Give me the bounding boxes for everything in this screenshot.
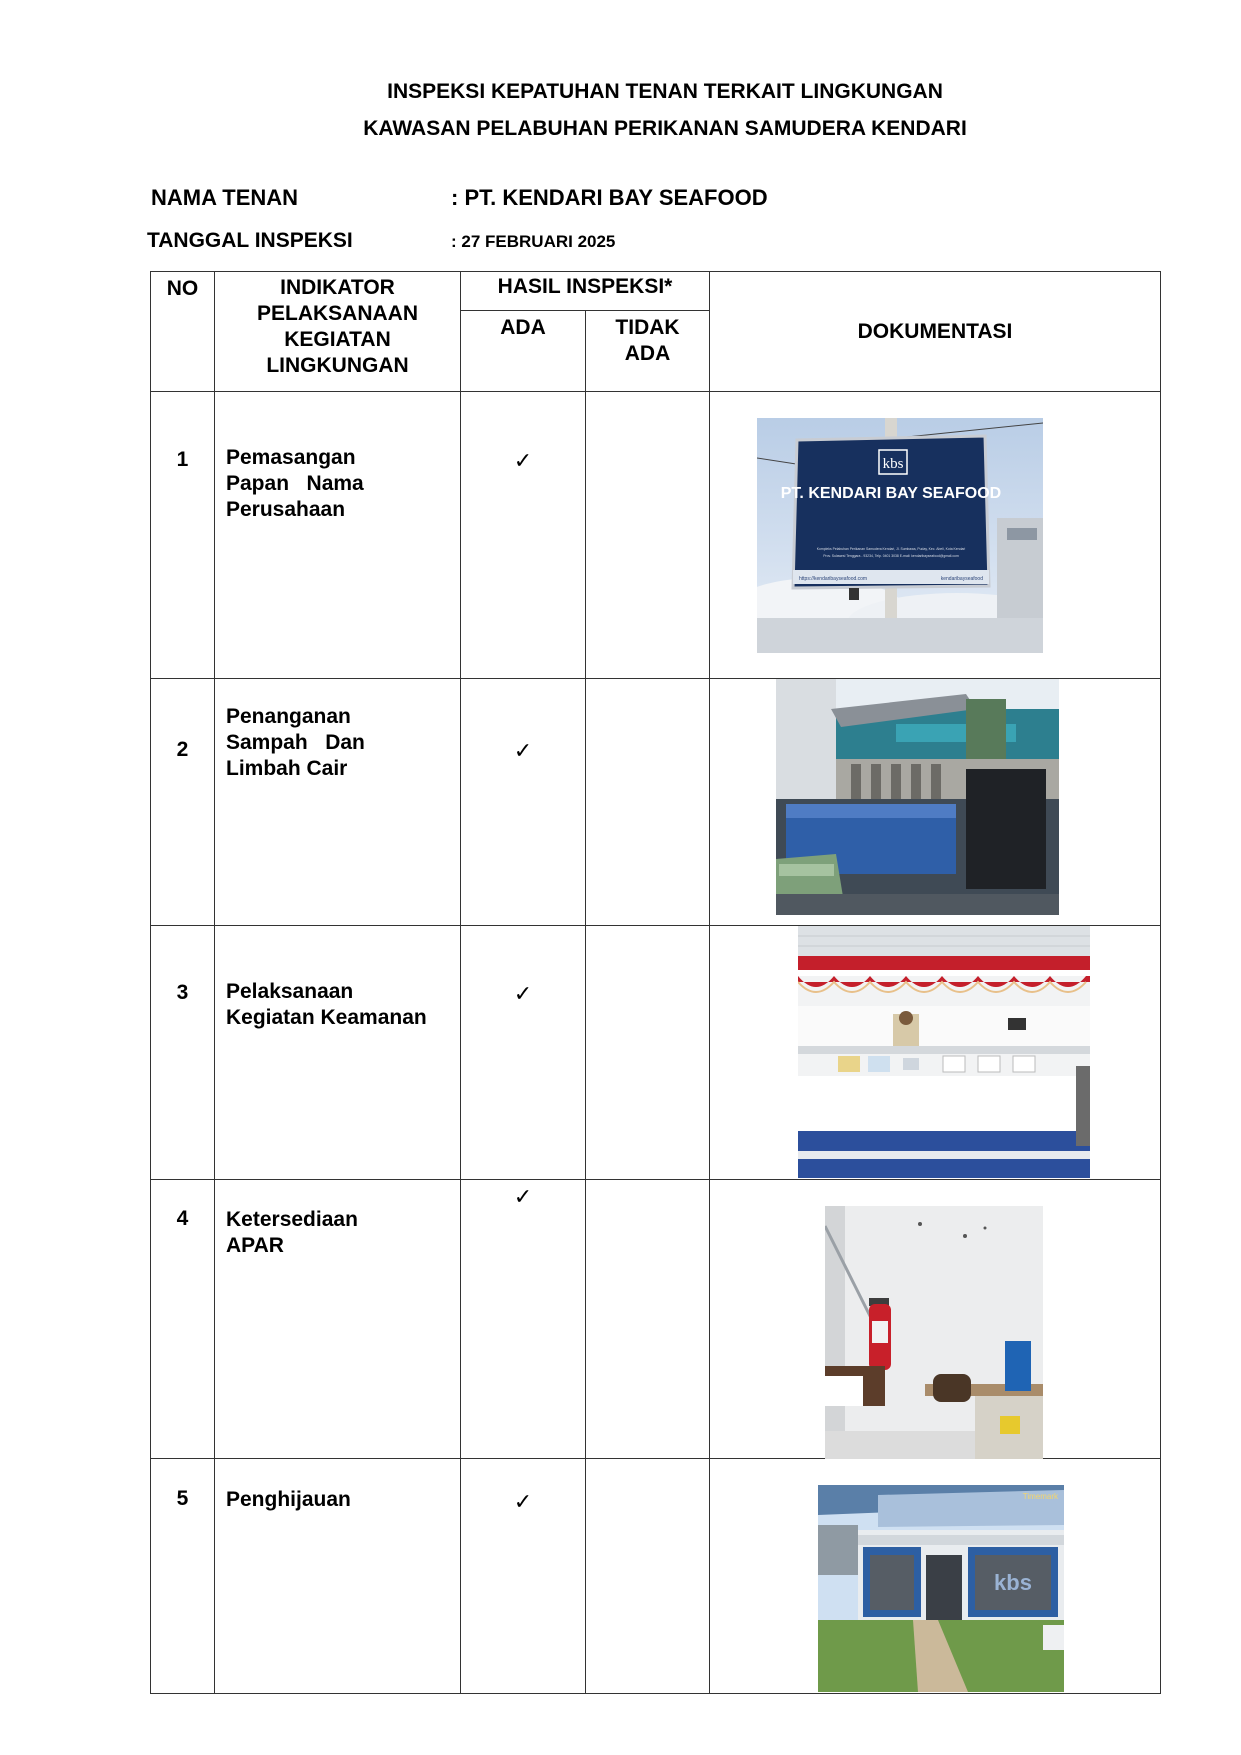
header-indicator-line1: INDIKATOR (280, 276, 395, 299)
documentation-cell (710, 392, 1161, 679)
inspection-table (150, 271, 1161, 1694)
header-indicator-line2: PELAKSANAAN (256, 302, 418, 325)
row-indicator (215, 679, 461, 926)
row-number: 5 (151, 1459, 215, 1694)
ada-check: ✓ (461, 392, 586, 679)
row-number: 3 (151, 926, 215, 1180)
header-indicator-line3: KEGIATAN (284, 328, 391, 351)
header-tidak-line2: ADA (624, 342, 671, 365)
tidak-ada-cell (586, 679, 710, 926)
header-documentation: DOKUMENTASI (710, 272, 1161, 392)
waste-area-photo (776, 679, 1059, 915)
header-tidak-ada (586, 311, 710, 392)
row-number: 4 (151, 1180, 215, 1459)
sign-url: https://kendaribayseafood.com (799, 576, 868, 582)
indicator-line: APAR (226, 1234, 284, 1257)
indicator-line: Papan Nama (226, 472, 364, 495)
document-title-line1: INSPEKSI KEPATUHAN TENAN TERKAIT LINGKUNGAN (387, 80, 943, 103)
row-number: 1 (151, 392, 215, 679)
header-tidak-line1: TIDAK (615, 316, 680, 339)
security-post-illustration (798, 926, 1090, 1178)
sign-fine-print-2: Prov. Sulawesi Tenggara - 93234, Telp. 0401 3038 E-mail: kendaribayseafood@gmail.com (823, 554, 959, 558)
header-indicator (215, 272, 461, 392)
table-row (151, 1180, 1161, 1459)
ada-check: ✓ (461, 926, 586, 1180)
sign-company-name: PT. KENDARI BAY SEAFOOD (780, 485, 1002, 502)
fire-extinguisher-photo (825, 1206, 1043, 1459)
table-row (151, 679, 1161, 926)
row-number: 2 (151, 679, 215, 926)
table-row (151, 392, 1161, 679)
row-indicator (215, 1459, 461, 1694)
indicator-line: Penghijauan (226, 1488, 351, 1511)
documentation-cell (710, 1180, 1161, 1459)
tenant-label: NAMA TENAN (151, 185, 299, 210)
indicator-line: Sampah Dan (226, 731, 365, 754)
indicator-line: Kegiatan Keamanan (226, 1006, 427, 1029)
ada-check: ✓ (461, 679, 586, 926)
indicator-line: Ketersediaan (226, 1208, 358, 1231)
document-title-line2: KAWASAN PELABUHAN PERIKANAN SAMUDERA KENDARI (363, 117, 967, 140)
greening-photo (818, 1485, 1064, 1692)
header-indicator-line4: LINGKUNGAN (266, 354, 409, 377)
row-indicator (215, 1180, 461, 1459)
indicator-line: Pemasangan (226, 446, 356, 469)
ada-check: ✓ (461, 1459, 586, 1694)
tidak-ada-cell (586, 392, 710, 679)
header-result: HASIL INSPEKSI* (461, 272, 710, 311)
row-indicator (215, 926, 461, 1180)
wall-logo: kbs (994, 1570, 1032, 1595)
security-post-photo (798, 926, 1090, 1178)
signboard-illustration (757, 418, 1043, 653)
indicator-line: Pelaksanaan (226, 980, 354, 1003)
indicator-line: Perusahaan (226, 498, 346, 521)
tidak-ada-cell (586, 926, 710, 1180)
inspection-date-label: TANGGAL INSPEKSI (147, 229, 353, 252)
table-header-row (151, 272, 1161, 311)
tidak-ada-cell (586, 1180, 710, 1459)
sign-url-2: kendaribayseafood (940, 576, 983, 582)
documentation-cell (710, 1459, 1161, 1694)
inspection-date-value: : 27 FEBRUARI 2025 (451, 232, 616, 251)
signboard-photo (757, 418, 1043, 653)
greening-illustration (818, 1485, 1064, 1692)
watermark-text: Timemark (1022, 1492, 1058, 1501)
header-no: NO (151, 272, 215, 392)
documentation-cell (710, 926, 1161, 1180)
documentation-cell (710, 679, 1161, 926)
sign-fine-print-1: Kompleks Pelabuhan Perikanan Samudera Kendari, Jl. Sumbawa, Puday, Kec. Abeli, Kota Kendari (816, 547, 966, 551)
table-row (151, 926, 1161, 1180)
row-indicator (215, 392, 461, 679)
indicator-line: Limbah Cair (226, 757, 348, 780)
indicator-line: Penanganan (226, 705, 351, 728)
fire-extinguisher-illustration (825, 1206, 1043, 1459)
table-row (151, 1459, 1161, 1694)
waste-area-illustration (776, 679, 1059, 915)
sign-logo: kbs (882, 456, 904, 472)
tidak-ada-cell (586, 1459, 710, 1694)
ada-check: ✓ (461, 1180, 586, 1459)
header-ada: ADA (461, 311, 586, 392)
tenant-value: : PT. KENDARI BAY SEAFOOD (451, 185, 768, 210)
